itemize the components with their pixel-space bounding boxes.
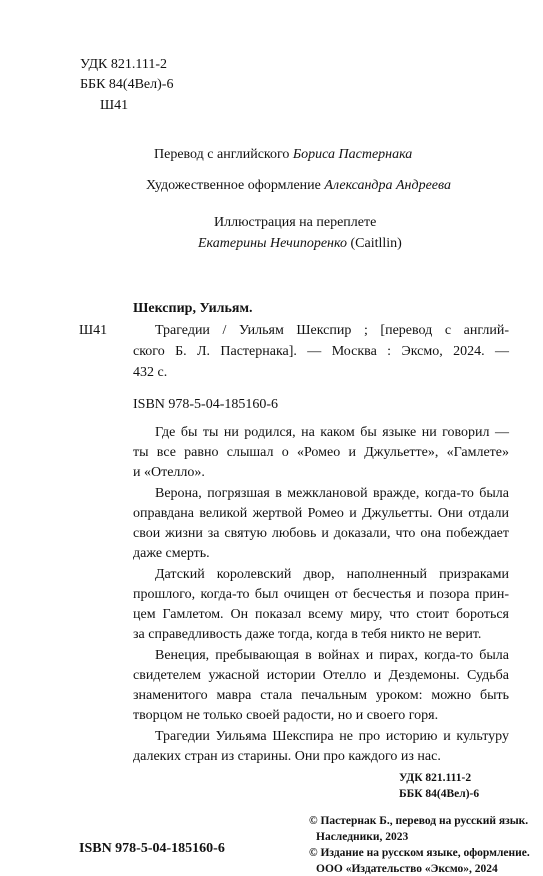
annotation-line: свидетелем ужасной истории Отелло и Дездемоны. Судьба (133, 668, 509, 683)
catalog-description-line: 432 с. (133, 365, 168, 380)
translator-name: Бориса Пастернака (292, 147, 413, 162)
footer-isbn: ISBN 978-5-04-185160-6 (79, 841, 225, 856)
annotation-line: далеких стран из старины. Они про каждого из нас. (133, 749, 441, 764)
udk-code: УДК 821.111-2 (80, 57, 168, 72)
annotation-line: ты все равно слышал о «Ромео и Джульетте», «Гамлете» (133, 445, 509, 460)
annotation-line: даже смерть. (133, 546, 210, 561)
annotation-line: свои жизни за святую любовь и доказали, что она побеждает (133, 526, 509, 541)
design-prefix: Художественное оформление (146, 178, 325, 193)
copyright-line: © Издание на русском языке, оформление. (309, 847, 530, 859)
annotation-line: прошлого, когда-то был очищен от бесчестья и позора прин- (133, 587, 509, 602)
illustration-credit-line1: Иллюстрация на переплете (214, 215, 377, 230)
annotation-line: Где бы ты ни родился, на каком бы языке ни говорил — (155, 425, 509, 440)
translation-prefix: Перевод с английского (154, 147, 293, 162)
annotation-line: оправдана великой жертвой Ромео и Джульетты. Они отдали (133, 506, 509, 521)
design-credit (146, 176, 451, 196)
annotation-line: знаменитого мавра стала печальным уроком: можно быть (133, 688, 509, 703)
illustrator-name: Екатерины Нечипоренко (198, 236, 347, 251)
copyright-line: ООО «Издательство «Эксмо», 2024 (316, 863, 498, 875)
bbk-code: ББК 84(4Вел)-6 (80, 77, 174, 92)
footer-bbk-code: ББК 84(4Вел)-6 (399, 788, 480, 800)
catalog-description-line: Трагедии / Уильям Шекспир ; [перевод с англий- (155, 323, 509, 338)
annotation-line: Верона, погрязшая в межклановой вражде, когда-то была (155, 486, 509, 501)
catalog-author: Шекспир, Уильям. (133, 301, 253, 316)
illustration-credit-line2 (198, 234, 402, 254)
illustrator-suffix: (Caitllin) (347, 236, 402, 251)
catalog-author-mark: Ш41 (79, 323, 108, 338)
annotation-line: Датский королевский двор, наполненный призраками (155, 567, 509, 582)
copyright-line: © Пастернак Б., перевод на русский язык. (309, 815, 529, 827)
annotation-line: за справедливость даже тогда, когда в тебя никто не верит. (133, 627, 482, 642)
catalog-description-line: ского Б. Л. Пастернака]. — Москва : Эксмо, 2024. — (133, 344, 509, 359)
annotation-line: творцом не только своей радости, но и своего горя. (133, 708, 439, 723)
translation-credit (154, 145, 412, 165)
annotation-line: Трагедии Уильяма Шекспира не про историю и культуру (155, 729, 509, 744)
annotation-line: Венеция, пребывающая в войнах и пирах, когда-то была (155, 648, 509, 663)
author-mark: Ш41 (100, 98, 129, 113)
annotation-line: и «Отелло». (133, 465, 205, 480)
catalog-isbn: ISBN 978-5-04-185160-6 (133, 397, 279, 412)
designer-name: Александра Андреева (324, 178, 451, 193)
footer-udk-code: УДК 821.111-2 (399, 772, 472, 784)
copyright-line: Наследники, 2023 (316, 831, 409, 843)
annotation-line: цем Гамлетом. Он показал всему миру, что стоит бороться (133, 607, 509, 622)
